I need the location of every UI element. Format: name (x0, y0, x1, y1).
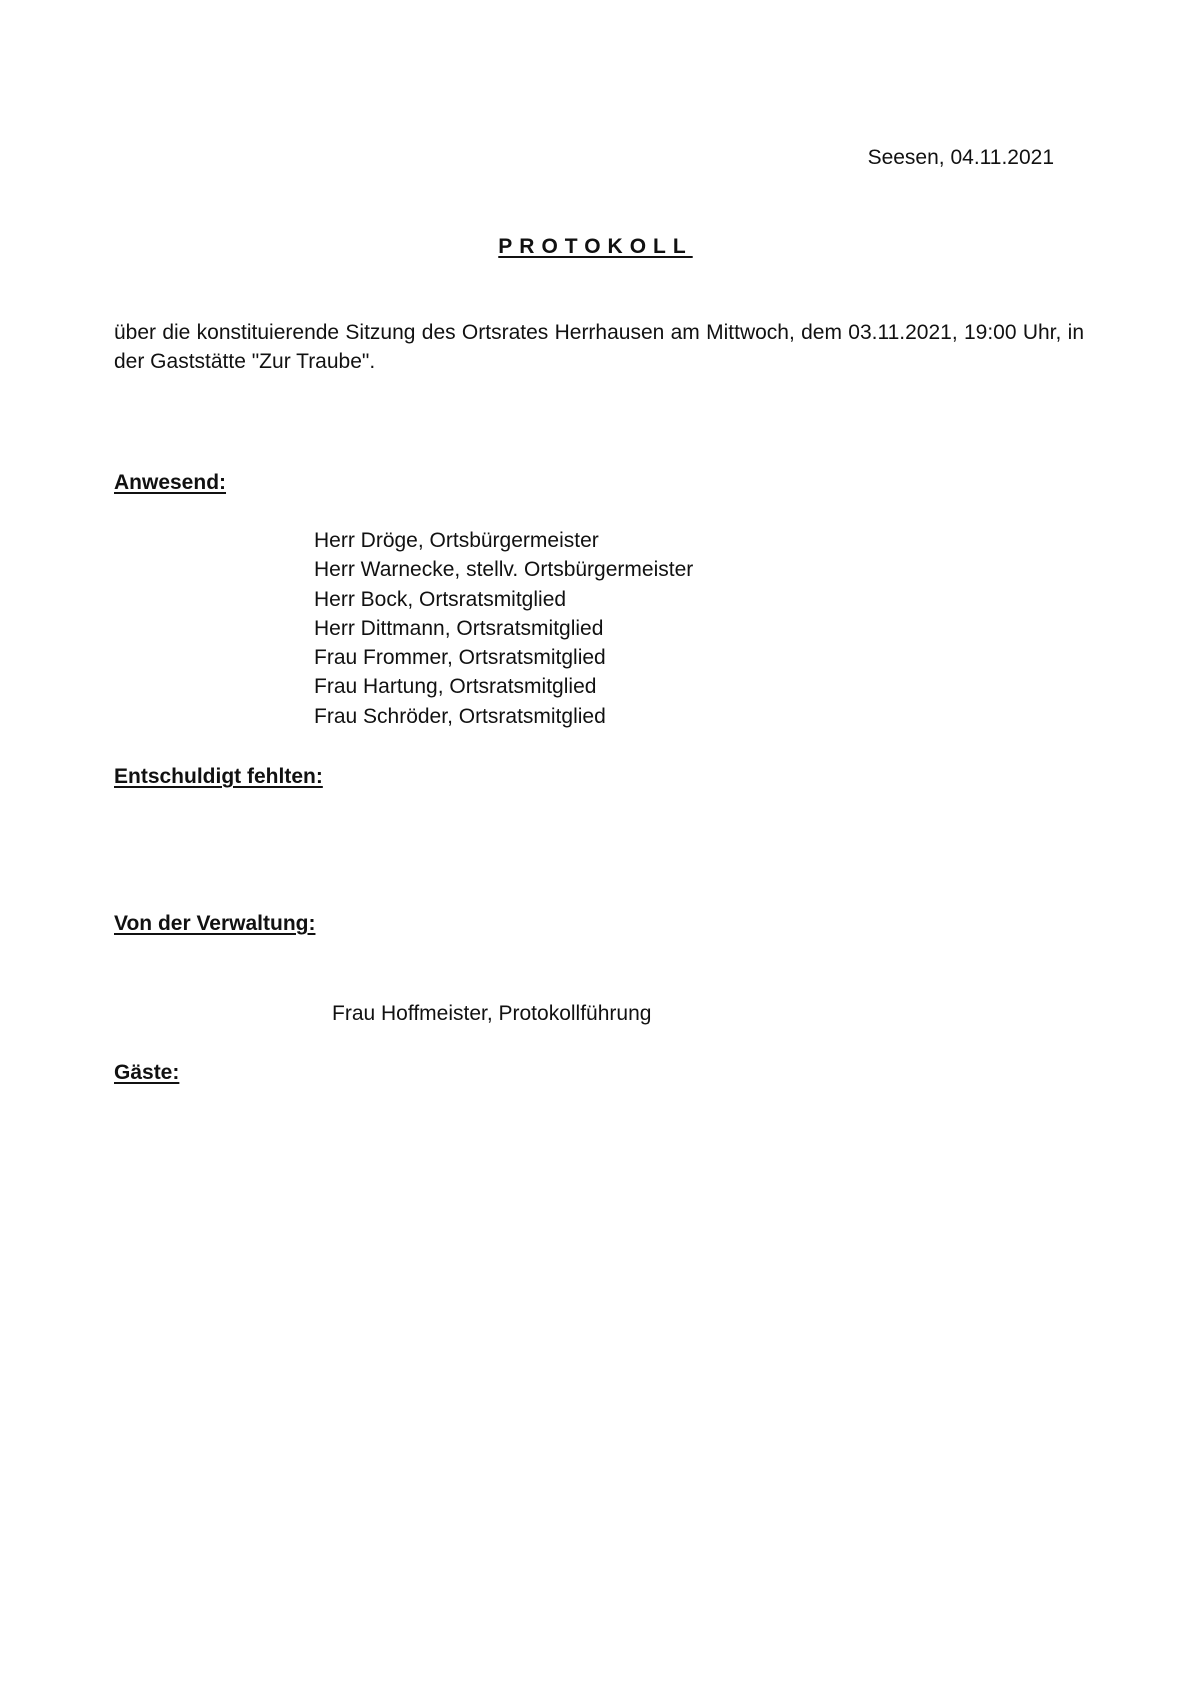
date-line: Seesen, 04.11.2021 (867, 146, 1054, 169)
list-item: Herr Bock, Ortsratsmitglied (314, 587, 567, 611)
list-item: Frau Schröder, Ortsratsmitglied (314, 704, 606, 728)
list-item: Frau Hartung, Ortsratsmitglied (314, 675, 597, 699)
heading-entschuldigt: Entschuldigt fehlten: (114, 765, 323, 788)
intro-paragraph: über die konstituierende Sitzung des Ortsrates Herrhausen am Mittwoch, dem 03.11.2021, 19:00 Uhr, in der Gaststätte "Zur Traube". (114, 321, 1084, 373)
heading-anwesend: Anwesend: (114, 471, 227, 494)
heading-verwaltung: Von der Verwaltung: (114, 912, 316, 935)
list-item: Frau Frommer, Ortsratsmitglied (314, 646, 606, 670)
admin-person: Frau Hoffmeister, Protokollführung (332, 1002, 652, 1025)
document-title: PROTOKOLL (498, 235, 693, 258)
present-members-list (314, 526, 693, 731)
list-item: Herr Dittmann, Ortsratsmitglied (314, 616, 604, 640)
heading-gaeste: Gäste: (114, 1061, 180, 1084)
list-item: Herr Dröge, Ortsbürgermeister (314, 529, 599, 552)
list-item: Herr Warnecke, stellv. Ortsbürgermeister (314, 558, 694, 582)
